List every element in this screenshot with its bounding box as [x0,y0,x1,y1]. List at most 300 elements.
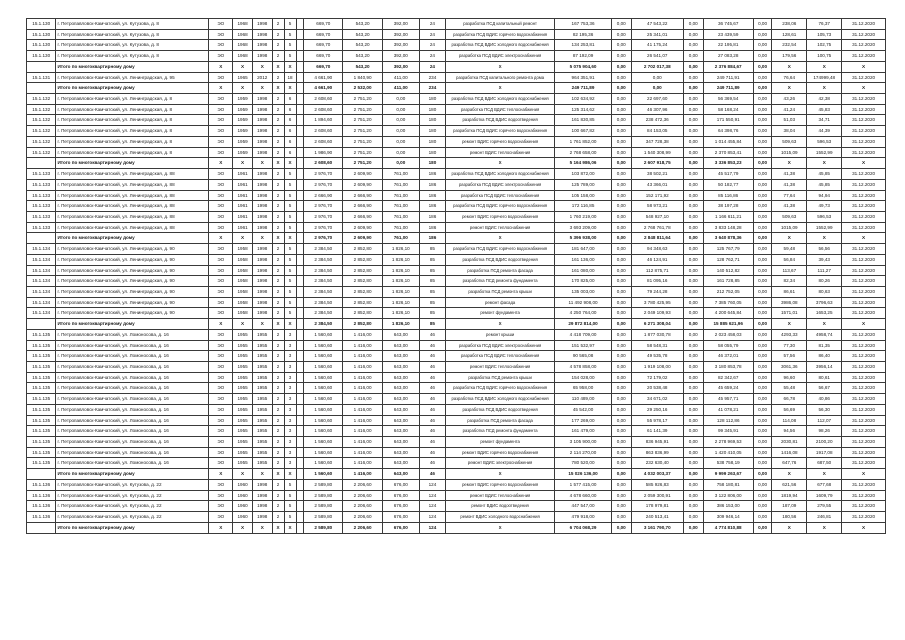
table-cell: ремонт ВДИС холодного водоснабжения [446,512,555,523]
table-cell: 29 250,16 [631,404,683,415]
table-cell: 2 976,70 [304,201,343,212]
table-cell: 2 666,90 [343,211,382,222]
table-cell: 1960 [233,512,253,523]
table-cell: Х [446,469,555,480]
table-cell: 2 384,50 [304,319,343,330]
table-cell: 643,00 [382,340,419,351]
table-cell: 56,56 [807,244,842,255]
table-cell: 0,00 [683,479,703,490]
table-cell: 2 049 109,93 [631,308,683,319]
table-cell: Х [446,233,555,244]
table-cell: 1 840,90 [343,72,382,83]
table-row [27,512,886,523]
table-cell: 15.1.133 [27,211,56,222]
table-cell [296,351,304,362]
table-cell: 5 [284,169,296,180]
table-row [27,437,886,448]
table-cell: 0,00 [753,490,772,501]
table-cell: разработка ПСД ВДИС холодного водоснабжения [446,169,555,180]
table-cell: 55,48 [772,383,807,394]
table-cell: 24 [419,61,445,72]
table-cell: ремонт ВДИС горячего водоснабжения [446,447,555,458]
table-cell: 2 [272,211,284,222]
table-cell: 3 [284,372,296,383]
table-cell: 46 [419,351,445,362]
table-cell: ЭО [209,190,233,201]
table-cell: ЭО [209,415,233,426]
table-cell: 180 [419,136,445,147]
table-cell: 1998 [252,115,272,126]
table-cell [296,179,304,190]
table-cell: 0,00 [753,308,772,319]
table-cell: 1998 [252,479,272,490]
table-cell: 411,00 [382,83,419,94]
table-cell [296,265,304,276]
total-row [27,319,886,330]
table-cell: 1 560,60 [304,340,343,351]
table-cell: 2 [272,394,284,405]
table-row [27,490,886,501]
table-cell: 0,00 [683,415,703,426]
table-cell: ЭО [209,329,233,340]
table-cell: 180 [419,104,445,115]
table-row [27,115,886,126]
table-cell: 1015,09 [772,222,807,233]
table-cell: 15.1.134 [27,244,56,255]
table-cell: 1552,99 [807,147,842,158]
table-cell: 15 026 136,00 [555,469,612,480]
table-cell: 1955 [233,447,253,458]
table-cell: 31.12.2020 [842,222,886,233]
table-cell: 161 728,85 [703,276,753,287]
table-cell: 65 958,00 [555,383,612,394]
table-cell: разработка ПСД ВДИС горячего водоснабжения [446,29,555,40]
table-cell: 81 095,16 [631,276,683,287]
table-cell: Х [209,61,233,72]
table-cell: 0,00 [753,340,772,351]
table-cell: ЭО [209,447,233,458]
table-cell: 0,00 [382,126,419,137]
table-cell: 2 059 300,91 [631,490,683,501]
table-cell: разработка ПСД ВДИС горячего водоснабжения [446,383,555,394]
table-cell: 0,00 [683,61,703,72]
table-cell: Х [772,469,807,480]
table-cell: 15.1.135 [27,340,56,351]
table-row [27,479,886,490]
table-cell: 61 141,39 [631,426,683,437]
table-cell: 3 161 790,70 [631,522,683,533]
table-cell: разработка ПСД ВДИС горячего водоснабжения [446,201,555,212]
table-cell: 0,00 [683,201,703,212]
table-cell: 2 384,50 [304,265,343,276]
table-cell: 669,70 [304,51,343,62]
table-cell: 1 420 410,05 [703,447,753,458]
table-cell: 50 182,77 [703,179,753,190]
table-cell: 0,00 [753,372,772,383]
table-cell: 34,71 [807,115,842,126]
table-cell: 46 [419,404,445,415]
table-cell: 2 589,80 [304,512,343,523]
table-cell: Х [772,319,807,330]
table-cell [296,522,304,533]
table-cell: 31.12.2020 [842,437,886,448]
table-cell: 5 [284,201,296,212]
table-cell: Х [209,83,233,94]
table-cell: 0,00 [611,51,631,62]
table-cell: 58 548,31 [631,340,683,351]
table-cell: ЭО [209,362,233,373]
table-cell: 0,00 [753,179,772,190]
table-cell: 1 560,60 [304,469,343,480]
table-cell: 0,00 [611,490,631,501]
table-cell: 0,00 [753,479,772,490]
table-cell: 1 826,10 [382,244,419,255]
table-cell: г. Петропавловск-Камчатский, ул. Кутузова, д. 22 [56,501,209,512]
table-cell: 1998 [252,51,272,62]
table-cell: Х [772,61,807,72]
table-cell: 90 565,08 [555,351,612,362]
table-cell: 3 [284,458,296,469]
table-cell: 84 153,05 [631,126,683,137]
table-cell: 1955 [252,394,272,405]
table-cell: 1965 [233,72,253,83]
table-cell: г. Петропавловск-Камчатский, ул. Ленинградская, д. 95 [56,72,209,83]
table-cell: 31.12.2020 [842,136,886,147]
table-cell: 0,00 [753,265,772,276]
table-cell: 761,00 [382,169,419,180]
table-cell: 0,00 [611,179,631,190]
table-cell [296,158,304,169]
table-cell: разработка ПСД ВДИС электроснабжения [446,51,555,62]
table-cell: 212 752,05 [703,286,753,297]
table-cell: Х [807,233,842,244]
total-label-cell: Итого по многоквартирному дому [56,469,209,480]
table-cell: 31.12.2020 [842,265,886,276]
table-cell: 0,00 [753,136,772,147]
table-cell: г. Петропавловск-Камчатский, ул. Ленинградская, д. 8 [56,147,209,158]
table-row [27,29,886,40]
table-cell: 0,00 [683,437,703,448]
table-cell: ЭО [209,479,233,490]
table-cell: 1 560,60 [304,437,343,448]
table-cell: 2 608,60 [304,126,343,137]
table-cell: 0,00 [611,458,631,469]
table-cell: 31.12.2020 [842,201,886,212]
table-cell: 1961 [233,169,253,180]
table-cell: 39,43 [807,254,842,265]
table-cell: 2 751,20 [343,136,382,147]
table-cell: 46 307,96 [631,104,683,115]
table-cell: 180 [419,158,445,169]
table-cell [296,233,304,244]
table-cell: 179,56 [772,51,807,62]
table-cell [296,254,304,265]
table-cell: 2 852,80 [343,244,382,255]
table-cell: 0,00 [753,147,772,158]
table-cell: 2 [272,115,284,126]
table-cell: 1959 [233,94,253,105]
table-cell: 85 [419,276,445,287]
table-cell: 0,00 [683,351,703,362]
table-cell: г. Петропавловск-Камчатский, ул. Ленинградская, д. 90 [56,308,209,319]
table-cell: Х [842,469,886,480]
table-cell: 761,00 [382,233,419,244]
table-cell: 0,00 [753,222,772,233]
table-cell: 3 [284,394,296,405]
table-cell [296,51,304,62]
table-cell [27,61,56,72]
table-cell: 0,00 [611,190,631,201]
table-cell: 124 [419,479,445,490]
table-cell: 2 [272,190,284,201]
table-cell: 15.1.135 [27,458,56,469]
table-cell: 43,26 [772,94,807,105]
table-cell: 1955 [233,415,253,426]
table-cell: 2 [272,426,284,437]
table-cell: 0,00 [611,83,631,94]
table-cell: 5 [284,179,296,190]
table-cell: 105 158,00 [555,190,612,201]
table-cell: г. Петропавловск-Камчатский, ул. Ломоносова, д. 16 [56,329,209,340]
table-cell: 1 826,10 [382,276,419,287]
table-cell: 4 578 858,00 [555,362,612,373]
table-cell: 2 [272,512,284,523]
table-cell: 0,00 [753,501,772,512]
table-cell: 0,00 [753,362,772,373]
table-cell: 46 [419,426,445,437]
table-cell: 0,00 [382,94,419,105]
table-cell: 15.1.136 [27,479,56,490]
table-cell: г. Петропавловск-Камчатский, ул. Ленинградская, д. 90 [56,265,209,276]
table-cell: 100,75 [807,51,842,62]
table-cell: 3 336 853,23 [703,158,753,169]
table-cell: 1998 [252,201,272,212]
table-cell: 0,00 [683,319,703,330]
table-cell: Х [209,522,233,533]
table-cell: 1955 [252,362,272,373]
table-cell: 31.12.2020 [842,126,886,137]
table-cell: 151 532,97 [555,340,612,351]
table-cell: 3 833 148,28 [703,222,753,233]
table-cell: 0,00 [683,40,703,51]
table-cell [27,158,56,169]
table-cell: 0,00 [611,19,631,30]
table-cell: 1958 [233,244,253,255]
table-cell: г. Петропавловск-Камчатский, ул. Ленинградская, д. 8 [56,115,209,126]
table-cell: г. Петропавловск-Камчатский, ул. Ломоносова, д. 16 [56,362,209,373]
table-cell: 2 976,70 [304,169,343,180]
table-cell: 3 [284,404,296,415]
table-cell: ЭО [209,286,233,297]
table-cell: 1955 [233,362,253,373]
table-cell: 186 [419,179,445,190]
table-cell: Х [807,319,842,330]
table-cell: 31.12.2020 [842,179,886,190]
table-row [27,394,886,405]
table-cell: 49 535,78 [631,351,683,362]
table-cell: г. Петропавловск-Камчатский, ул. Кутузова, д. 8 [56,29,209,40]
table-cell: 99 345,91 [703,426,753,437]
table-cell: 31.12.2020 [842,51,886,62]
table-cell: 56,69 [772,404,807,415]
table-cell: 2 [272,104,284,115]
table-cell: 0,00 [753,115,772,126]
table-cell: 15.1.130 [27,19,56,30]
table-cell: 411,00 [382,72,419,83]
table-cell: 1998 [252,211,272,222]
table-cell: 112 875,71 [631,265,683,276]
table-cell: Х [842,83,886,94]
table-cell: 31.12.2020 [842,362,886,373]
table-cell: 85 [419,244,445,255]
table-cell: 15.1.132 [27,147,56,158]
table-cell: 2 [272,286,284,297]
table-cell: 24 [419,19,445,30]
table-cell: 5 [284,19,296,30]
table-cell: Х [284,233,296,244]
table-cell: 111,27 [807,265,842,276]
table-cell: 187,09 [772,501,807,512]
table-cell: 0,00 [683,297,703,308]
table-cell: 49,73 [807,201,842,212]
table-cell: 676,00 [382,501,419,512]
table-cell: 186 [419,233,445,244]
table-cell: 2 206,60 [343,512,382,523]
table-cell: 2 [272,501,284,512]
table-cell: 0,00 [611,351,631,362]
table-row [27,40,886,51]
table-cell: 15.1.132 [27,115,56,126]
table-cell: 3 180 853,78 [703,362,753,373]
table-cell: 1 014 455,84 [703,136,753,147]
table-cell: 1 760 219,00 [555,211,612,222]
table-cell: 1998 [252,297,272,308]
table-cell: 103 872,00 [555,169,612,180]
table-cell: 1968 [233,40,253,51]
table-cell [296,340,304,351]
table-cell: 15.1.130 [27,40,56,51]
table-cell: 1998 [252,147,272,158]
table-cell: разработка ПСД ремонта фасада [446,265,555,276]
table-cell: 3 780 425,95 [631,297,683,308]
table-cell: 2 666,90 [343,190,382,201]
table-cell: ремонт фундамента [446,437,555,448]
table-cell: 0,00 [683,490,703,501]
table-cell: 2 852,80 [343,286,382,297]
table-cell: 31.12.2020 [842,490,886,501]
table-cell: ЭО [209,265,233,276]
table-cell: 1955 [233,404,253,415]
table-cell: 2 852,80 [343,265,382,276]
table-cell: 0,00 [753,190,772,201]
table-cell: 124 [419,512,445,523]
table-cell: 0,00 [631,83,683,94]
table-cell: 0,00 [683,372,703,383]
table-cell: 15.1.134 [27,308,56,319]
table-cell: 0,00 [611,329,631,340]
table-cell [296,147,304,158]
table-cell: 836 945,91 [631,437,683,448]
table-cell: 31.12.2020 [842,244,886,255]
table-cell: ремонт ВДИС водоотведения [446,501,555,512]
table-cell: 15.1.132 [27,136,56,147]
table-cell: 0,00 [753,329,772,340]
table-cell: 1955 [252,340,272,351]
table-cell: 1959 [233,115,253,126]
table-cell: 0,00 [611,147,631,158]
table-cell: 25 341,01 [631,29,683,40]
table-cell: 643,00 [382,329,419,340]
table-cell: 45,85 [807,169,842,180]
table-cell: 2100,20 [807,437,842,448]
table-cell: 41 078,21 [703,404,753,415]
table-cell: 15.1.135 [27,329,56,340]
table-cell: 249 711,91 [703,72,753,83]
table-cell: 15.1.131 [27,72,56,83]
table-cell: 7 385 760,05 [703,297,753,308]
table-cell: 0,00 [753,437,772,448]
table-cell: ЭО [209,501,233,512]
table-cell: 77,30 [772,340,807,351]
table-cell: 1 416,00 [343,447,382,458]
table-cell: 676,00 [382,522,419,533]
table-cell: 0,00 [611,158,631,169]
table-cell: 22 697,60 [631,94,683,105]
table-cell: 0,00 [753,404,772,415]
table-cell: 1955 [252,426,272,437]
table-cell: 1 560,60 [304,404,343,415]
table-cell: разработка ПСД ВДИС холодного водоснабжения [446,394,555,405]
table-cell: 113,67 [772,265,807,276]
table-cell: 31.12.2020 [842,286,886,297]
table-cell: 2 384,50 [304,254,343,265]
table-cell: 1961 [233,190,253,201]
table-cell: ЭО [209,458,233,469]
table-cell: 2 206,60 [343,522,382,533]
table-cell: 1998 [252,512,272,523]
table-cell: 2 [272,340,284,351]
table-cell: 1955 [252,383,272,394]
table-cell: 85 [419,286,445,297]
table-cell: 4958,74 [807,329,842,340]
table-row [27,383,886,394]
table-cell: разработка ПСД ВДИС водоотведения [446,115,555,126]
table-cell: 669,70 [304,40,343,51]
table-cell: 4 661,90 [304,83,343,94]
table-cell: г. Петропавловск-Камчатский, ул. Ленинградская, д. 90 [56,286,209,297]
table-cell: 1 560,60 [304,426,343,437]
table-cell: Х [233,319,253,330]
table-cell: 0,00 [611,415,631,426]
table-cell: ЭО [209,426,233,437]
table-cell: 2 852,80 [343,254,382,265]
table-cell: 0,00 [753,297,772,308]
table-cell: 1955 [233,437,253,448]
table-cell: 0,00 [611,233,631,244]
total-row [27,83,886,94]
table-cell: 761,00 [382,179,419,190]
table-cell: 15.1.134 [27,286,56,297]
table-cell [27,522,56,533]
table-cell: 543,20 [343,40,382,51]
table-cell: 1955 [252,415,272,426]
table-row [27,104,886,115]
table-cell: 238 472,36 [631,115,683,126]
table-cell: 5 [284,265,296,276]
table-cell: 6 [284,115,296,126]
table-cell: 1 826,10 [382,308,419,319]
table-cell: 4 032 003,37 [631,469,683,480]
